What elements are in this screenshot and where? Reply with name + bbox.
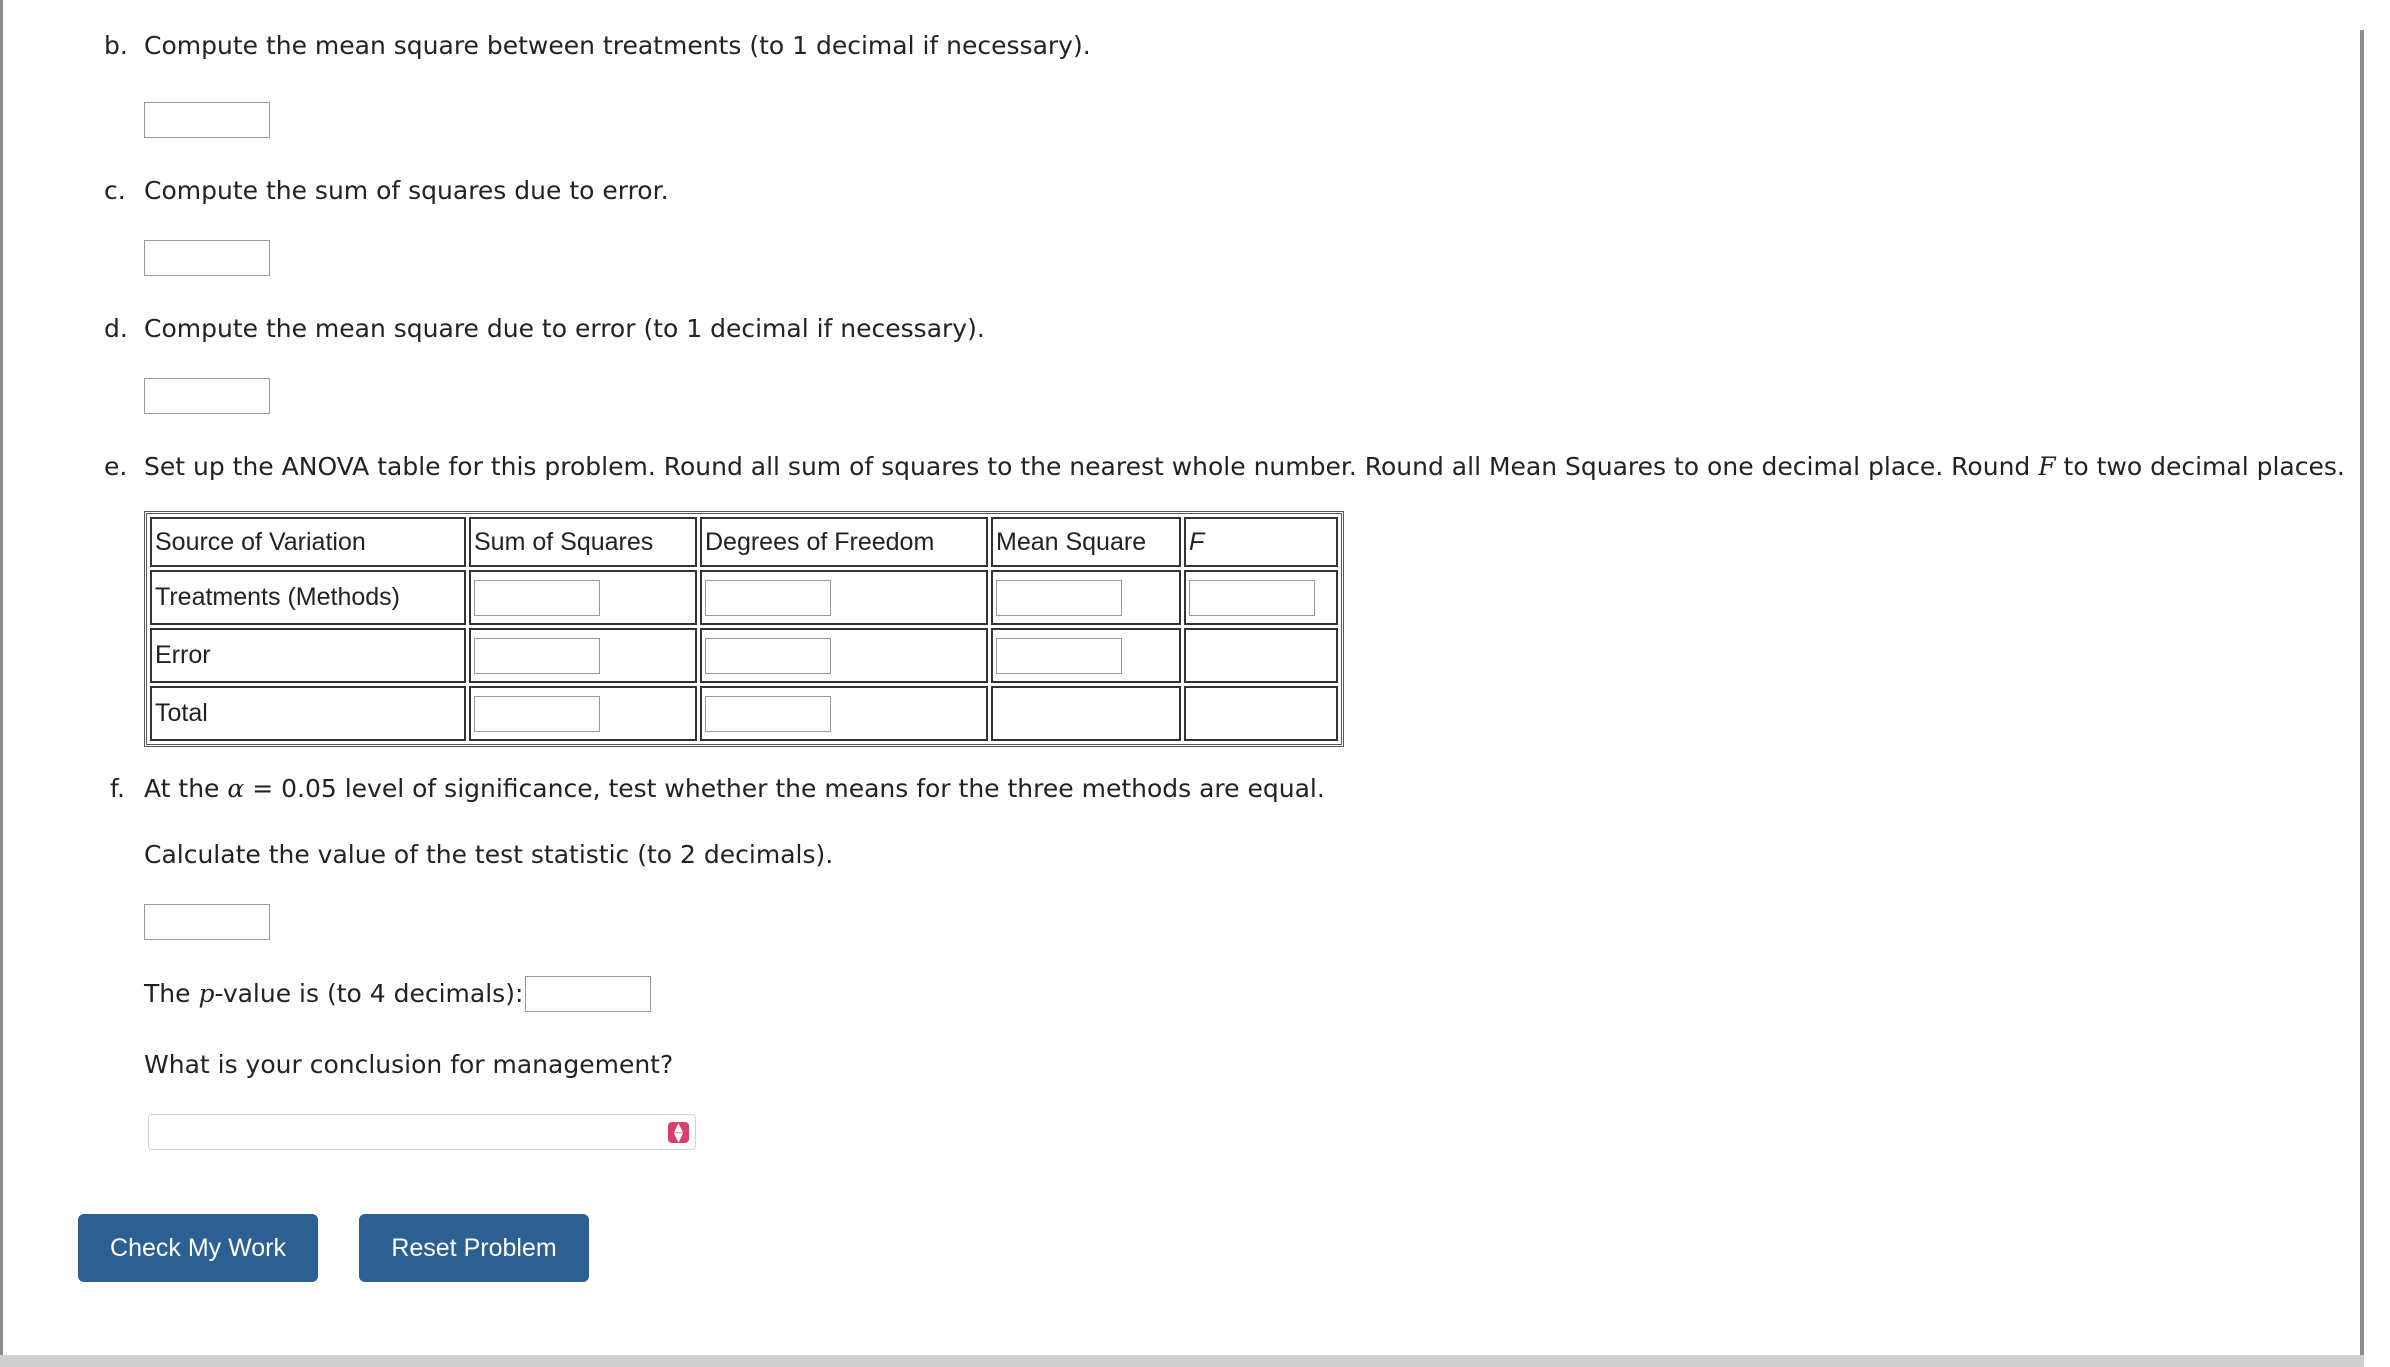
scrollbar-track[interactable] [2360,30,2364,1367]
row-label-total: Total [150,686,466,741]
treatments-ss-input[interactable] [474,580,600,616]
cell-total-df [700,686,988,741]
anova-table [144,511,1344,747]
cell-treatments-df [700,570,988,625]
question-d-letter: d. [104,314,128,343]
cell-total-f [1184,686,1338,741]
error-df-input[interactable] [705,638,831,674]
cell-error-ms [991,628,1181,683]
cell-treatments-f [1184,570,1338,625]
test-statistic-input[interactable] [144,904,270,940]
cell-error-ss [469,628,697,683]
conclusion-prompt: What is your conclusion for management? [144,1050,674,1079]
page-frame-bottom [0,1355,2364,1367]
up-down-chevron-icon: ▲ ▼ [668,1122,689,1143]
cell-total-ss [469,686,697,741]
question-b-letter: b. [104,31,128,60]
sse-input[interactable] [144,240,270,276]
mean-square-treatments-input[interactable] [144,102,270,138]
header-f: F [1184,517,1338,567]
question-f-text: At the α = 0.05 level of significance, test whether the means for the three methods are equal. [144,774,1325,803]
treatments-ms-input[interactable] [996,580,1122,616]
question-f-letter: f. [110,774,125,803]
error-ss-input[interactable] [474,638,600,674]
conclusion-select[interactable] [148,1114,696,1150]
header-ms: Mean Square [991,517,1181,567]
reset-problem-button[interactable]: Reset Problem [359,1214,589,1282]
cell-treatments-ss [469,570,697,625]
header-ss: Sum of Squares [469,517,697,567]
treatments-f-input[interactable] [1189,580,1315,616]
row-label-treatments: Treatments (Methods) [150,570,466,625]
p-value-label: The p-value is (to 4 decimals): [144,979,524,1008]
header-df: Degrees of Freedom [700,517,988,567]
check-my-work-button[interactable]: Check My Work [78,1214,318,1282]
question-c-text: Compute the sum of squares due to error. [144,176,669,205]
total-ss-input[interactable] [474,696,600,732]
total-df-input[interactable] [705,696,831,732]
cell-error-df [700,628,988,683]
cell-treatments-ms [991,570,1181,625]
question-c-letter: c. [104,176,126,205]
cell-total-ms [991,686,1181,741]
mse-input[interactable] [144,378,270,414]
question-d-text: Compute the mean square due to error (to 1 decimal if necessary). [144,314,985,343]
question-e-letter: e. [104,452,128,481]
cell-error-f [1184,628,1338,683]
p-value-input[interactable] [525,976,651,1012]
treatments-df-input[interactable] [705,580,831,616]
test-statistic-prompt: Calculate the value of the test statistic (to 2 decimals). [144,840,834,869]
page-frame-left [0,0,3,1367]
question-e-text: Set up the ANOVA table for this problem. Round all sum of squares to the nearest whole number. Round all Mean Squares to one decimal place. Round F to two decimal places. [144,452,2345,481]
row-label-error: Error [150,628,466,683]
question-b-text: Compute the mean square between treatments (to 1 decimal if necessary). [144,31,1091,60]
error-ms-input[interactable] [996,638,1122,674]
header-source: Source of Variation [150,517,466,567]
